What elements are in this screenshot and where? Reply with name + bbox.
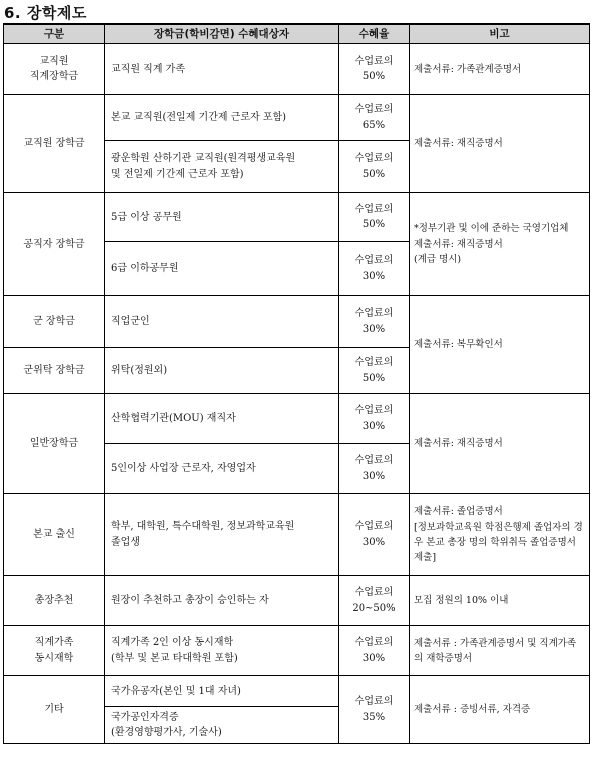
rate-cell: 수업료의 35% (339, 676, 410, 744)
note-cell: 제출서류: 재직증명서 (410, 394, 590, 494)
note-cell: 제출서류 : 증빙서류, 자격증 (410, 676, 590, 744)
rate-cell: 수업료의 50% (339, 44, 410, 95)
table-header-row (4, 24, 590, 44)
category-cell: 일반장학금 (4, 394, 105, 494)
target-cell: 직계가족 2인 이상 동시재학 (학부 및 본교 타대학원 포함) (105, 626, 339, 676)
target-cell: 본교 교직원(전일제 기간제 근로자 포함) (105, 95, 339, 141)
note-cell: 제출서류: 복무확인서 (410, 296, 590, 394)
rate-cell: 수업료의 30% (339, 242, 410, 296)
rate-cell: 수업료의 30% (339, 394, 410, 444)
category-cell: 공직자 장학금 (4, 193, 105, 296)
category-cell: 교직원 장학금 (4, 95, 105, 193)
target-cell: 직업군인 (105, 296, 339, 348)
table-row (4, 44, 590, 95)
target-cell: 산학협력기관(MOU) 재직자 (105, 394, 339, 444)
header-category: 구분 (4, 24, 105, 44)
scholarship-table (3, 23, 590, 744)
note-cell: 제출서류: 재직증명서 (410, 95, 590, 193)
rate-cell: 수업료의 50% (339, 193, 410, 242)
target-cell: 원장이 추천하고 총장이 승인하는 자 (105, 576, 339, 626)
rate-cell: 수업료의 50% (339, 141, 410, 193)
note-cell: 제출서류 : 가족관계증명서 및 직계가족의 재학증명서 (410, 626, 590, 676)
note-cell: 제출서류: 가족관계증명서 (410, 44, 590, 95)
table-row (4, 494, 590, 576)
target-cell: 6급 이하공무원 (105, 242, 339, 296)
section-title: 6. 장학제도 (4, 4, 87, 22)
target-cell: 국가유공자(본인 및 1대 자녀) (105, 676, 339, 707)
category-cell: 군위탁 장학금 (4, 348, 105, 394)
category-cell: 기타 (4, 676, 105, 744)
target-cell: 국가공인자격증 (환경영향평가사, 기술사) (105, 707, 339, 744)
rate-cell: 수업료의 30% (339, 494, 410, 576)
target-cell: 교직원 직계 가족 (105, 44, 339, 95)
table-row (4, 676, 590, 707)
header-rate: 수혜율 (339, 24, 410, 44)
table-row (4, 95, 590, 141)
rate-cell: 수업료의 30% (339, 444, 410, 494)
category-cell: 총장추천 (4, 576, 105, 626)
rate-cell: 수업료의 65% (339, 95, 410, 141)
note-cell: 모집 정원의 10% 이내 (410, 576, 590, 626)
rate-cell: 수업료의 30% (339, 296, 410, 348)
note-cell: 제출서류: 졸업증명서 [정보과학교육원 학점은행제 졸업자의 경우 본교 총장 명의 학위취득 졸업증명서 제출] (410, 494, 590, 576)
category-cell: 직계가족 동시재학 (4, 626, 105, 676)
target-cell: 광운학원 산하기관 교직원(원격평생교육원 및 전일제 기간제 근로자 포함) (105, 141, 339, 193)
table-row (4, 576, 590, 626)
rate-cell: 수업료의 50% (339, 348, 410, 394)
rate-cell: 수업료의 20~50% (339, 576, 410, 626)
target-cell: 학부, 대학원, 특수대학원, 정보과학교육원 졸업생 (105, 494, 339, 576)
category-cell: 교직원 직계장학금 (4, 44, 105, 95)
table-row (4, 193, 590, 242)
target-cell: 5급 이상 공무원 (105, 193, 339, 242)
header-note: 비고 (410, 24, 590, 44)
category-cell: 군 장학금 (4, 296, 105, 348)
table-row (4, 296, 590, 348)
header-target: 장학금(학비감면) 수혜대상자 (105, 24, 339, 44)
target-cell: 위탁(정원외) (105, 348, 339, 394)
table-row (4, 394, 590, 444)
note-cell: *정부기관 및 이에 준하는 국영기업체 제출서류: 재직증명서 (계급 명시) (410, 193, 590, 296)
target-cell: 5인이상 사업장 근로자, 자영업자 (105, 444, 339, 494)
table-row (4, 626, 590, 676)
category-cell: 본교 출신 (4, 494, 105, 576)
rate-cell: 수업료의 30% (339, 626, 410, 676)
